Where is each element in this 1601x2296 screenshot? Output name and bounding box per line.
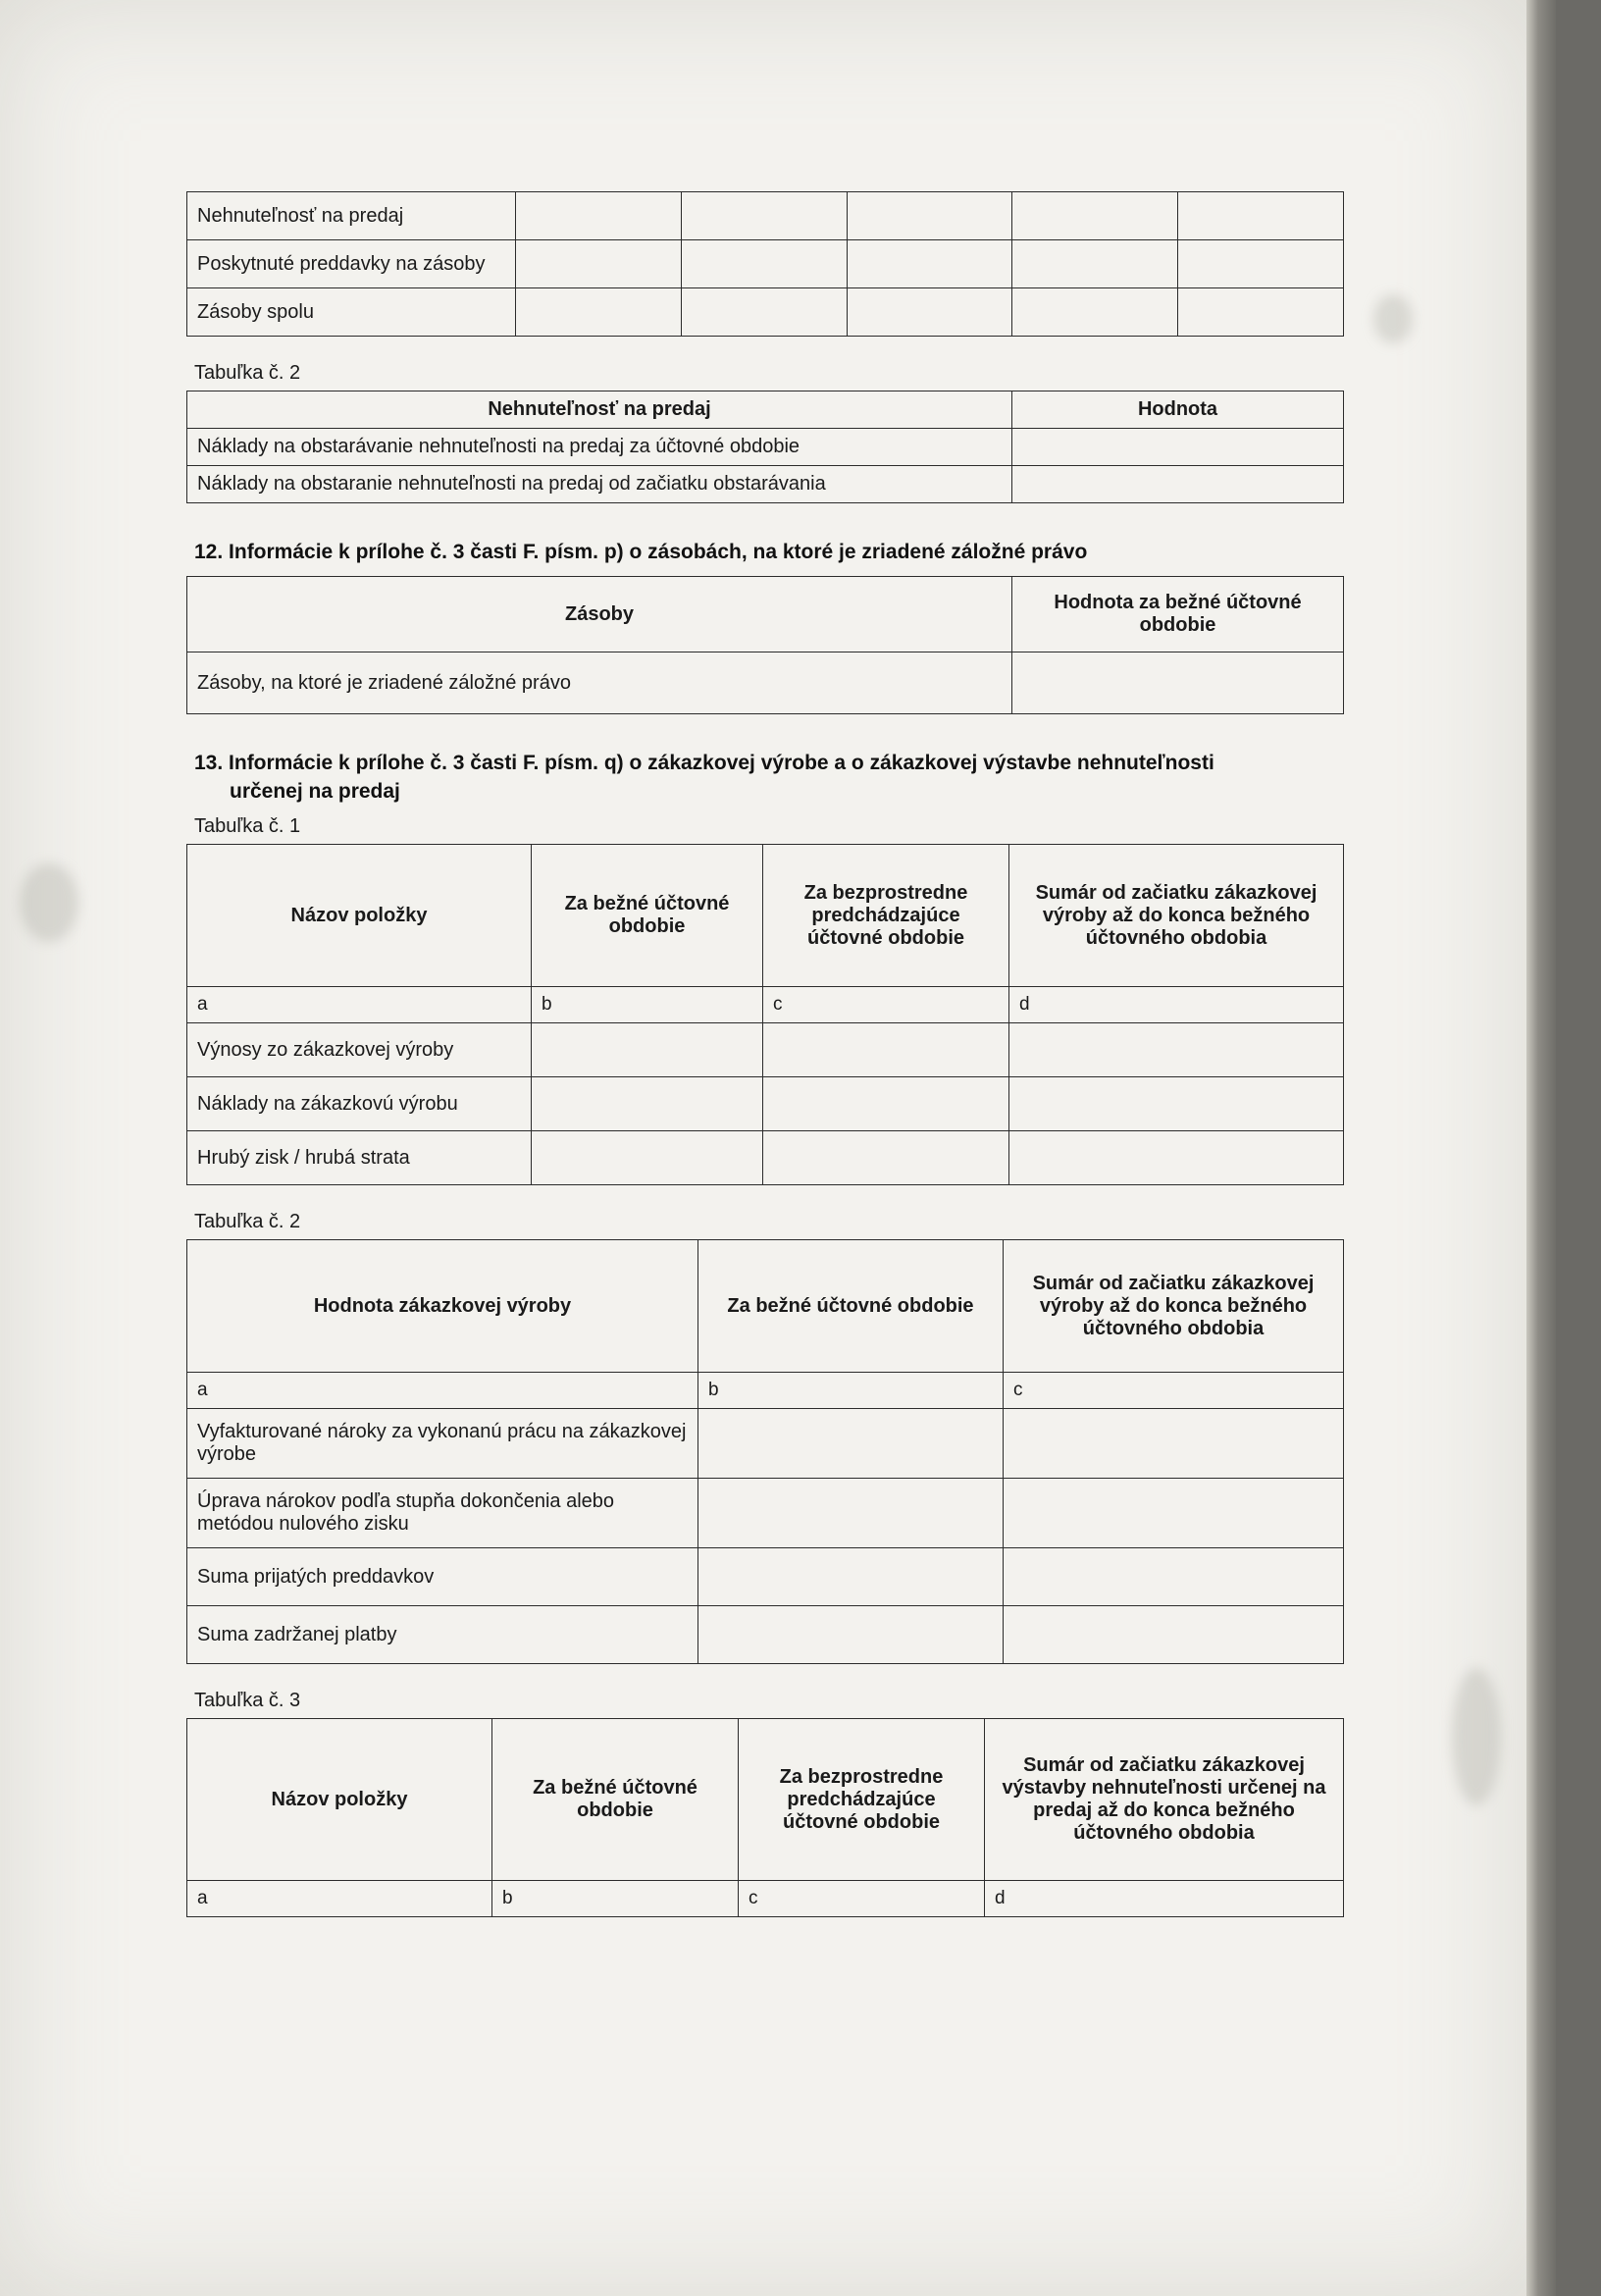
value-cell[interactable] — [1009, 1077, 1344, 1131]
value-cell[interactable] — [698, 1548, 1004, 1606]
value-cell[interactable] — [1012, 288, 1178, 337]
table-row — [187, 240, 1344, 288]
column-header: Zásoby — [187, 577, 1012, 652]
column-letter-row — [187, 1881, 1344, 1917]
value-cell[interactable] — [847, 240, 1012, 288]
column-letter-row — [187, 1373, 1344, 1409]
column-letter-row — [187, 987, 1344, 1023]
column-header: Za bežné účtovné obdobie — [492, 1719, 739, 1881]
scan-artifact — [20, 863, 78, 942]
section-13-title — [194, 750, 1344, 806]
column-header: Za bezprostredne predchádzajúce účtovné obdobie — [739, 1719, 985, 1881]
row-label: Náklady na obstaranie nehnuteľnosti na predaj od začiatku obstarávania — [187, 466, 1012, 503]
value-cell[interactable] — [847, 288, 1012, 337]
inventory-table-continued — [186, 191, 1344, 337]
row-label: Suma prijatých preddavkov — [187, 1548, 698, 1606]
row-label: Zásoby, na ktoré je zriadené záložné právo — [187, 652, 1012, 714]
value-cell[interactable] — [532, 1077, 763, 1131]
contract-construction-table-3 — [186, 1718, 1344, 1917]
column-letter: d — [1009, 987, 1344, 1023]
scan-artifact — [1452, 1668, 1501, 1805]
column-letter: c — [739, 1881, 985, 1917]
value-cell[interactable] — [763, 1077, 1009, 1131]
column-header: Sumár od začiatku zákazkovej výroby až do konca bežného účtovného obdobia — [1004, 1240, 1344, 1373]
pledged-inventory-table — [186, 576, 1344, 714]
value-cell[interactable] — [516, 288, 682, 337]
column-header: Názov položky — [187, 845, 532, 987]
column-header: Hodnota — [1012, 391, 1344, 429]
column-header: Za bežné účtovné obdobie — [698, 1240, 1004, 1373]
table-header-row — [187, 1240, 1344, 1373]
section-12-title: 12. Informácie k prílohe č. 3 časti F. písm. p) o zásobách, na ktoré je zriadené záložné právo — [194, 541, 1088, 563]
value-cell[interactable] — [698, 1409, 1004, 1479]
table-row — [187, 429, 1344, 466]
value-cell[interactable] — [681, 288, 847, 337]
column-header: Názov položky — [187, 1719, 492, 1881]
table-header-row — [187, 1719, 1344, 1881]
column-header: Za bežné účtovné obdobie — [532, 845, 763, 987]
column-letter: b — [698, 1373, 1004, 1409]
table-row — [187, 652, 1344, 714]
value-cell[interactable] — [698, 1606, 1004, 1664]
value-cell[interactable] — [532, 1131, 763, 1185]
column-header: Hodnota za bežné účtovné obdobie — [1012, 577, 1344, 652]
value-cell[interactable] — [1178, 288, 1344, 337]
table-caption: Tabuľka č. 1 — [194, 815, 301, 838]
column-header: Hodnota zákazkovej výroby — [187, 1240, 698, 1373]
value-cell[interactable] — [1004, 1409, 1344, 1479]
column-letter: b — [532, 987, 763, 1023]
table-row — [187, 1479, 1344, 1548]
value-cell[interactable] — [847, 192, 1012, 240]
property-for-sale-table — [186, 391, 1344, 503]
value-cell[interactable] — [516, 192, 682, 240]
column-letter: c — [1004, 1373, 1344, 1409]
row-label: Suma zadržanej platby — [187, 1606, 698, 1664]
column-letter: a — [187, 1881, 492, 1917]
value-cell[interactable] — [1004, 1479, 1344, 1548]
row-label: Zásoby spolu — [187, 288, 516, 337]
value-cell[interactable] — [1012, 192, 1178, 240]
table-caption: Tabuľka č. 2 — [194, 362, 301, 384]
value-cell[interactable] — [763, 1023, 1009, 1077]
table-header-row — [187, 845, 1344, 987]
table-row — [187, 1548, 1344, 1606]
table-row — [187, 1023, 1344, 1077]
table-row — [187, 1077, 1344, 1131]
row-label: Náklady na obstarávanie nehnuteľnosti na predaj za účtovné obdobie — [187, 429, 1012, 466]
table-header-row — [187, 391, 1344, 429]
column-letter: c — [763, 987, 1009, 1023]
column-header: Sumár od začiatku zákazkovej výstavby nehnuteľnosti určenej na predaj až do konca bežného účtovného obdobia — [985, 1719, 1344, 1881]
contract-production-table-1 — [186, 844, 1344, 1185]
value-cell[interactable] — [532, 1023, 763, 1077]
document-body — [186, 191, 1344, 1917]
value-cell[interactable] — [1178, 192, 1344, 240]
table-caption: Tabuľka č. 2 — [194, 1211, 301, 1233]
row-label: Nehnuteľnosť na predaj — [187, 192, 516, 240]
value-cell[interactable] — [681, 192, 847, 240]
table-caption: Tabuľka č. 3 — [194, 1690, 301, 1712]
background-surface — [1556, 0, 1601, 2296]
column-header: Nehnuteľnosť na predaj — [187, 391, 1012, 429]
table-row — [187, 1131, 1344, 1185]
table-row — [187, 288, 1344, 337]
column-header: Za bezprostredne predchádzajúce účtovné obdobie — [763, 845, 1009, 987]
row-label: Poskytnuté preddavky na zásoby — [187, 240, 516, 288]
column-header: Sumár od začiatku zákazkovej výroby až do konca bežného účtovného obdobia — [1009, 845, 1344, 987]
value-cell[interactable] — [1012, 466, 1344, 503]
contract-production-table-2 — [186, 1239, 1344, 1664]
value-cell[interactable] — [1009, 1131, 1344, 1185]
column-letter: a — [187, 987, 532, 1023]
value-cell[interactable] — [1178, 240, 1344, 288]
section-13-title-line2: určenej na predaj — [230, 779, 400, 803]
column-letter: a — [187, 1373, 698, 1409]
scan-artifact — [1373, 294, 1413, 343]
table-header-row — [187, 577, 1344, 652]
value-cell[interactable] — [1004, 1548, 1344, 1606]
value-cell[interactable] — [698, 1479, 1004, 1548]
value-cell[interactable] — [1012, 240, 1178, 288]
column-letter: b — [492, 1881, 739, 1917]
value-cell[interactable] — [763, 1131, 1009, 1185]
row-label: Úprava nárokov podľa stupňa dokončenia alebo metódou nulového zisku — [187, 1479, 698, 1548]
table-row — [187, 192, 1344, 240]
column-letter: d — [985, 1881, 1344, 1917]
value-cell[interactable] — [1012, 652, 1344, 714]
table-row — [187, 1409, 1344, 1479]
value-cell[interactable] — [1012, 429, 1344, 466]
page-edge — [1526, 0, 1556, 2296]
table-row — [187, 466, 1344, 503]
value-cell[interactable] — [681, 240, 847, 288]
row-label: Náklady na zákazkovú výrobu — [187, 1077, 532, 1131]
value-cell[interactable] — [516, 240, 682, 288]
section-13-title-line1: 13. Informácie k prílohe č. 3 časti F. písm. q) o zákazkovej výrobe a o zákazkovej výstavbe nehnuteľnosti — [194, 752, 1214, 775]
row-label: Vyfakturované nároky za vykonanú prácu na zákazkovej výrobe — [187, 1409, 698, 1479]
row-label: Hrubý zisk / hrubá strata — [187, 1131, 532, 1185]
value-cell[interactable] — [1009, 1023, 1344, 1077]
value-cell[interactable] — [1004, 1606, 1344, 1664]
table-row — [187, 1606, 1344, 1664]
row-label: Výnosy zo zákazkovej výroby — [187, 1023, 532, 1077]
